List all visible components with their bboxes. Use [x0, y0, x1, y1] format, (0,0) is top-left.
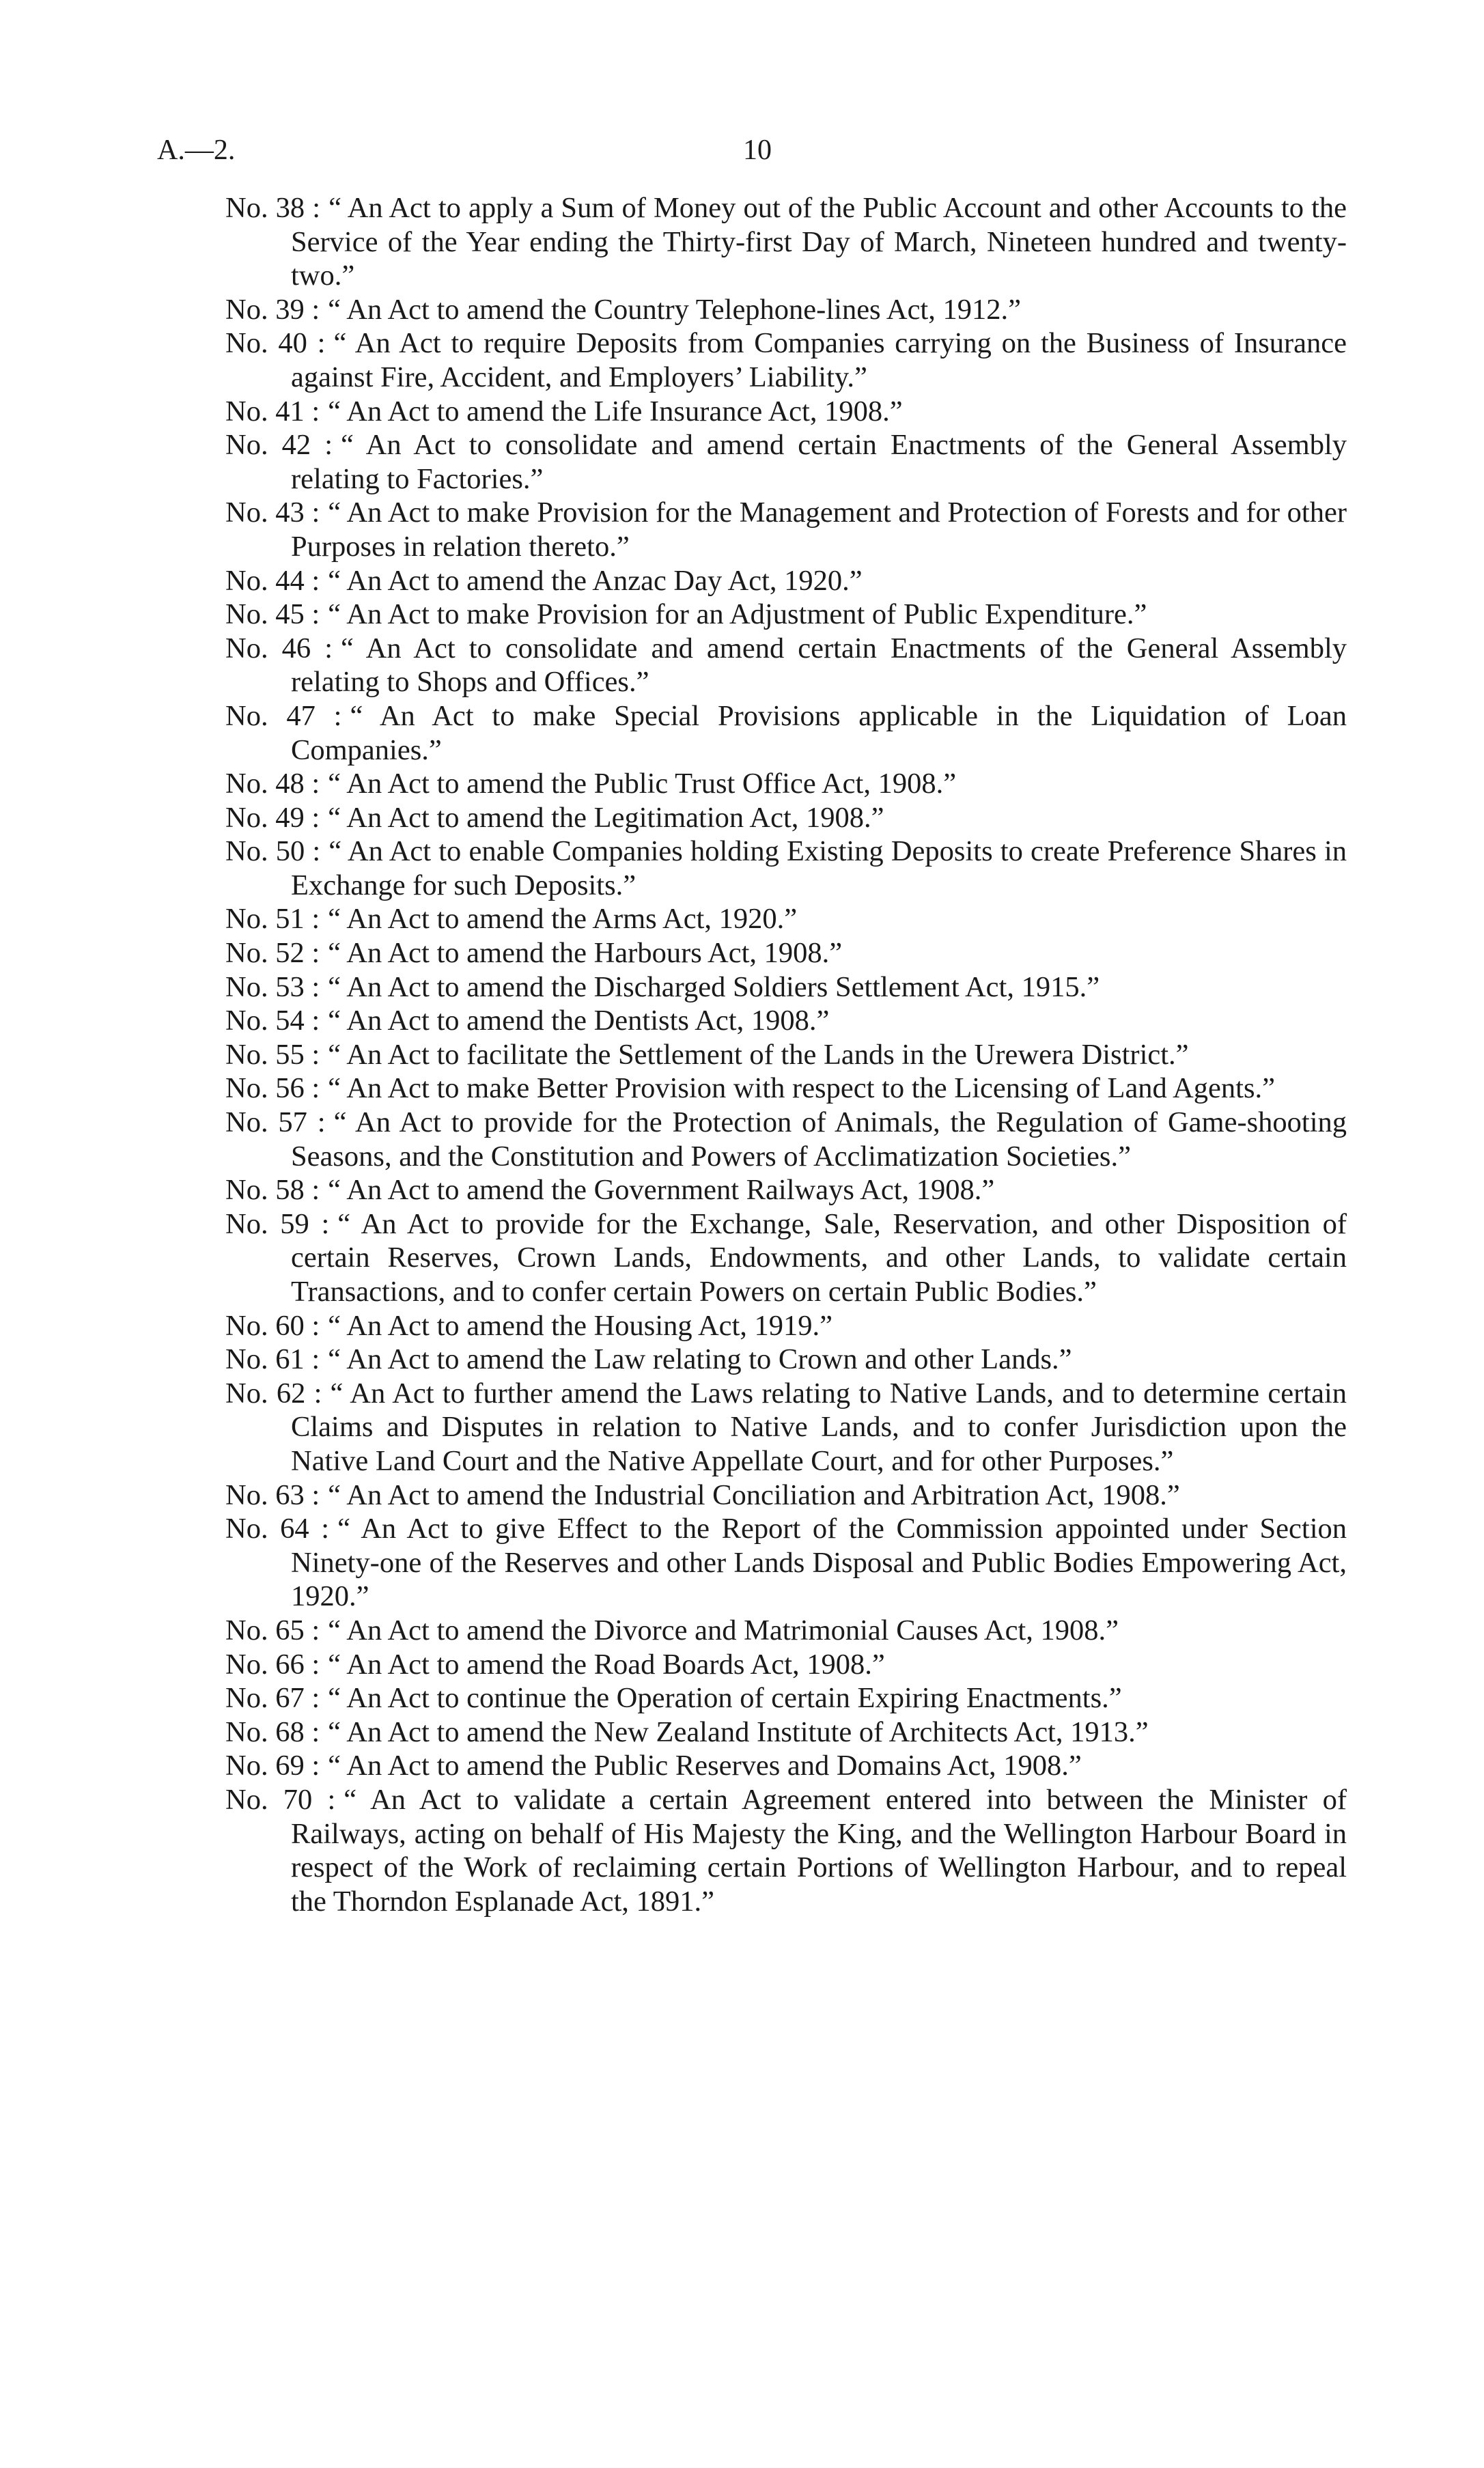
- act-entry: [225, 428, 1347, 496]
- act-title: “ An Act to amend the Law relating to Crown and other Lands.”: [328, 1343, 1072, 1376]
- act-entry: [225, 564, 1347, 598]
- act-entry: [225, 835, 1347, 902]
- act-title: “ An Act to facilitate the Settlement of the Lands in the Urewera District.”: [328, 1038, 1189, 1071]
- act-entry: [225, 632, 1347, 699]
- act-entry: [225, 326, 1347, 394]
- act-number: No. 46 :: [225, 632, 333, 664]
- act-title: “ An Act to amend the Country Telephone-lines Act, 1912.”: [328, 293, 1021, 326]
- act-entry: [225, 1071, 1347, 1106]
- act-number: No. 53 :: [225, 970, 320, 1003]
- act-number: No. 44 :: [225, 564, 320, 597]
- act-title: “ An Act to make Special Provisions applicable in the Liquidation of Loan Companies.”: [291, 699, 1347, 766]
- act-title: “ An Act to validate a certain Agreement entered into between the Minister of Railways, acting on behalf of His Majesty the King, and the Wellington Harbour Board in respect of the Work of reclaiming certain Portions of Wellington Harbour, and to repeal the Thorndon Esplanade Act, 1891.”: [291, 1783, 1347, 1918]
- act-number: No. 66 :: [225, 1648, 320, 1681]
- act-title: “ An Act to amend the Road Boards Act, 1908.”: [328, 1648, 885, 1681]
- act-number: No. 69 :: [225, 1750, 320, 1782]
- act-number: No. 55 :: [225, 1038, 320, 1071]
- act-title: “ An Act to amend the Life Insurance Act, 1908.”: [328, 395, 903, 427]
- act-entry: [225, 1377, 1347, 1478]
- act-number: No. 43 :: [225, 496, 320, 529]
- act-entry: [225, 293, 1347, 327]
- act-number: No. 48 :: [225, 768, 320, 800]
- act-number: No. 42 :: [225, 429, 333, 462]
- act-entry: [225, 1173, 1347, 1207]
- act-entry: [225, 970, 1347, 1005]
- act-entry: [225, 936, 1347, 970]
- act-title: “ An Act to make Provision for an Adjustment of Public Expenditure.”: [328, 598, 1147, 631]
- act-title: “ An Act to continue the Operation of certain Expiring Enactments.”: [328, 1682, 1122, 1715]
- act-title: “ An Act to amend the Divorce and Matrimonial Causes Act, 1908.”: [328, 1614, 1119, 1646]
- act-number: No. 38 :: [225, 192, 321, 224]
- act-title: “ An Act to provide for the Protection of Animals, the Regulation of Game-shooting Seasons, and the Constitution and Powers of Acclimatization Societies.”: [291, 1106, 1347, 1173]
- act-number: No. 45 :: [225, 598, 320, 631]
- act-entry: [225, 1343, 1347, 1377]
- page-number: 10: [743, 135, 772, 166]
- act-entry: [225, 598, 1347, 632]
- act-title: “ An Act to amend the New Zealand Institute of Architects Act, 1913.”: [328, 1715, 1149, 1748]
- act-entry: [225, 395, 1347, 429]
- acts-list: [225, 191, 1347, 1918]
- act-number: No. 62 :: [225, 1377, 322, 1410]
- act-entry: [225, 1681, 1347, 1715]
- parliamentary-paper-reference: A.—2.: [157, 135, 236, 166]
- act-entry: [225, 902, 1347, 936]
- act-title: “ An Act to apply a Sum of Money out of the Public Account and other Accounts to the Service of the Year ending the Thirty-first Day of March, Nineteen hundred and twenty-two.”: [291, 192, 1347, 292]
- act-entry: [225, 1207, 1347, 1309]
- act-title: “ An Act to amend the Harbours Act, 1908.”: [328, 937, 843, 970]
- act-title: “ An Act to amend the Dentists Act, 1908.”: [328, 1005, 830, 1037]
- act-title: “ An Act to amend the Arms Act, 1920.”: [328, 903, 798, 936]
- act-number: No. 68 :: [225, 1715, 320, 1748]
- act-title: “ An Act to amend the Anzac Day Act, 1920.”: [328, 564, 863, 597]
- act-title: “ An Act to make Provision for the Management and Protection of Forests and for other Purposes in relation thereto.”: [291, 496, 1347, 563]
- act-number: No. 47 :: [225, 699, 342, 732]
- act-title: “ An Act to consolidate and amend certain Enactments of the General Assembly relating to Factories.”: [291, 429, 1347, 495]
- act-entry: [225, 496, 1347, 563]
- act-title: “ An Act to enable Companies holding Existing Deposits to create Preference Shares in Exchange for such Deposits.”: [291, 835, 1347, 901]
- act-title: “ An Act to make Better Provision with respect to the Licensing of Land Agents.”: [328, 1072, 1275, 1105]
- act-number: No. 57 :: [225, 1106, 326, 1139]
- act-entry: [225, 1715, 1347, 1750]
- act-number: No. 56 :: [225, 1072, 320, 1105]
- act-entry: [225, 1749, 1347, 1783]
- act-number: No. 39 :: [225, 293, 320, 326]
- act-title: “ An Act to give Effect to the Report of the Commission appointed under Section Ninety-one of the Reserves and other Lands Disposal and Public Bodies Empowering Act, 1920.”: [291, 1513, 1347, 1613]
- act-title: “ An Act to further amend the Laws relating to Native Lands, and to determine certain Claims and Disputes in relation to Native Lands, and to confer Jurisdiction upon the Native Land Court and the Native Appellate Court, and for other Purposes.”: [291, 1377, 1347, 1477]
- act-number: No. 67 :: [225, 1682, 320, 1715]
- act-entry: [225, 1512, 1347, 1614]
- act-entry: [225, 1106, 1347, 1173]
- act-title: “ An Act to amend the Legitimation Act, 1908.”: [328, 801, 884, 834]
- act-number: No. 51 :: [225, 903, 320, 936]
- act-entry: [225, 801, 1347, 835]
- act-entry: [225, 191, 1347, 293]
- act-number: No. 63 :: [225, 1478, 320, 1511]
- act-title: “ An Act to amend the Government Railways Act, 1908.”: [328, 1174, 995, 1207]
- act-number: No. 60 :: [225, 1309, 320, 1342]
- act-title: “ An Act to amend the Public Trust Office Act, 1908.”: [328, 768, 957, 800]
- act-number: No. 52 :: [225, 937, 320, 970]
- act-entry: [225, 1614, 1347, 1648]
- act-title: “ An Act to amend the Housing Act, 1919.”: [328, 1309, 833, 1342]
- act-entry: [225, 767, 1347, 801]
- act-number: No. 49 :: [225, 801, 320, 834]
- act-number: No. 59 :: [225, 1207, 330, 1240]
- act-title: “ An Act to provide for the Exchange, Sale, Reservation, and other Disposition of certain Reserves, Crown Lands, Endowments, and other Lands, to validate certain Transactions, and to confer certain Powers on certain Public Bodies.”: [291, 1207, 1347, 1308]
- act-entry: [225, 1783, 1347, 1918]
- act-title: “ An Act to amend the Discharged Soldiers Settlement Act, 1915.”: [328, 970, 1100, 1003]
- act-entry: [225, 1004, 1347, 1038]
- act-number: No. 50 :: [225, 835, 321, 868]
- act-entry: [225, 699, 1347, 767]
- act-entry: [225, 1309, 1347, 1343]
- page-header: [157, 134, 1352, 175]
- act-title: “ An Act to amend the Public Reserves and Domains Act, 1908.”: [328, 1750, 1082, 1782]
- act-entry: [225, 1478, 1347, 1513]
- act-title: “ An Act to amend the Industrial Conciliation and Arbitration Act, 1908.”: [328, 1478, 1180, 1511]
- act-number: No. 40 :: [225, 327, 326, 360]
- act-title: “ An Act to require Deposits from Companies carrying on the Business of Insurance against Fire, Accident, and Employers’ Liability.”: [291, 327, 1347, 393]
- act-number: No. 54 :: [225, 1005, 320, 1037]
- act-number: No. 70 :: [225, 1783, 336, 1816]
- act-number: No. 64 :: [225, 1513, 330, 1545]
- act-entry: [225, 1038, 1347, 1072]
- act-number: No. 41 :: [225, 395, 320, 427]
- act-number: No. 65 :: [225, 1614, 320, 1646]
- act-entry: [225, 1648, 1347, 1682]
- act-number: No. 61 :: [225, 1343, 320, 1376]
- act-number: No. 58 :: [225, 1174, 320, 1207]
- act-title: “ An Act to consolidate and amend certain Enactments of the General Assembly relating to Shops and Offices.”: [291, 632, 1347, 699]
